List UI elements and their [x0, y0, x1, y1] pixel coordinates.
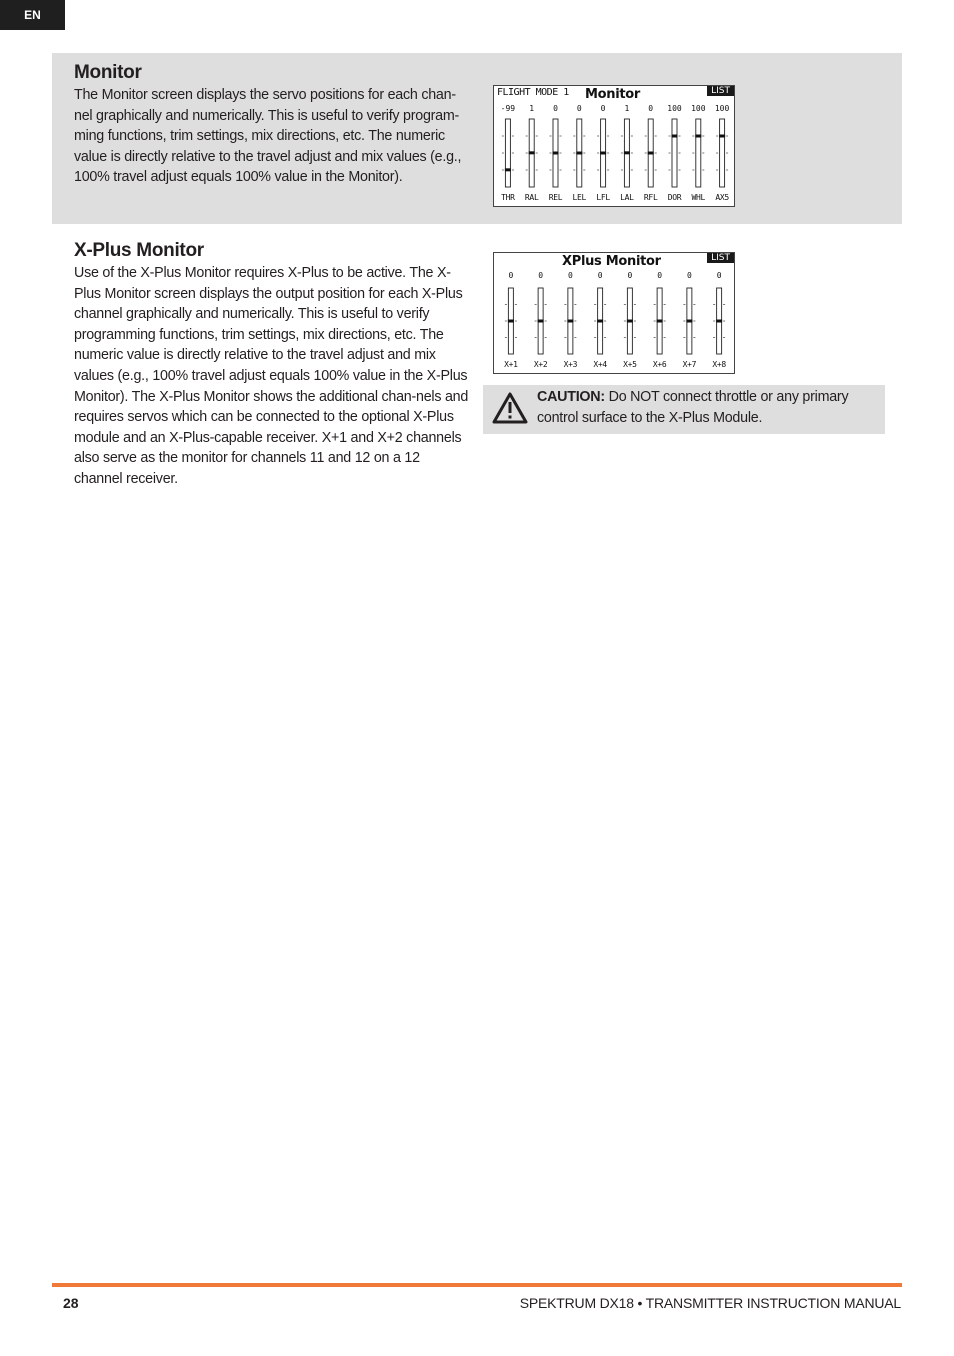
channel-label: X+6 — [652, 360, 667, 369]
page-number: 28 — [63, 1295, 79, 1311]
warning-triangle-icon — [492, 392, 528, 424]
channel-bar — [696, 119, 701, 187]
channel-value: 0 — [567, 271, 573, 280]
channel-value: 0 — [716, 271, 722, 280]
caution-label: CAUTION: — [537, 389, 605, 405]
caution-body: Do NOT connect throttle or any primary control surface to the X-Plus Module. — [537, 389, 849, 426]
channel-value: 1 — [624, 104, 630, 113]
position-marker — [627, 320, 633, 323]
position-marker — [508, 320, 514, 323]
channel-value: 0 — [508, 271, 514, 280]
language-tab: EN — [0, 0, 65, 30]
position-marker — [719, 135, 725, 138]
channel-label: LAL — [620, 193, 634, 202]
channel-label: WHL — [691, 193, 706, 202]
position-marker — [648, 152, 654, 155]
position-marker — [600, 152, 606, 155]
channel-value: 0 — [657, 271, 663, 280]
channel-label: RFL — [643, 193, 658, 202]
position-marker — [553, 152, 559, 155]
position-marker — [695, 135, 701, 138]
monitor-lcd-screen — [493, 85, 735, 207]
channel-label: X+7 — [682, 360, 697, 369]
channel-value: 0 — [538, 271, 544, 280]
xplus-monitor-heading: X-Plus Monitor — [74, 240, 204, 261]
caution-box — [483, 385, 885, 434]
position-marker — [529, 151, 535, 154]
manual-title: SPEKTRUM DX18 • TRANSMITTER INSTRUCTION MANUAL — [519, 1295, 901, 1311]
position-marker — [576, 152, 582, 155]
position-marker — [716, 320, 722, 323]
channel-value: 0 — [627, 271, 633, 280]
channel-value: -99 — [500, 104, 516, 113]
channel-bar — [505, 119, 510, 187]
channel-label: LFL — [596, 193, 610, 202]
xplus-lcd-screen — [493, 252, 735, 374]
channel-label: X+4 — [593, 360, 607, 369]
xplus-screen-title: XPlus Monitor — [562, 254, 661, 269]
channel-label: X+5 — [623, 360, 637, 369]
channel-value: 0 — [597, 271, 603, 280]
position-marker — [686, 320, 692, 323]
channel-value: 0 — [686, 271, 692, 280]
xplus-channel-bars — [494, 253, 734, 373]
list-badge: LIST — [707, 86, 734, 96]
channel-label: X+3 — [563, 360, 578, 369]
caution-message — [537, 387, 877, 428]
channel-value: 0 — [600, 104, 606, 113]
position-marker — [538, 320, 544, 323]
monitor-heading: Monitor — [74, 62, 142, 83]
channel-value: 0 — [576, 104, 582, 113]
channel-label: DOR — [667, 193, 682, 202]
channel-label: X+1 — [504, 360, 518, 369]
monitor-channel-bars — [494, 86, 734, 206]
xplus-monitor-description: Use of the X-Plus Monitor requires X-Plus to be active. The X-Plus Monitor screen displays the output position for each X-Plus channel graphically and numerically. This is useful to verify programming functions, trim settings, mix directions, etc. The numeric value is directly relative to the travel adjust and mix values (e.g., 100% travel adjust equals 100% value in the X-Plus Monitor). The X-Plus Monitor shows the additional chan-nels and requires servos which can be connected to the optional X-Plus module and an X-Plus-capable receiver. X+1 and X+2 channels also serve as the monitor for channels 11 and 12 on a 12 channel receiver. — [74, 265, 469, 487]
channel-label: REL — [548, 193, 563, 202]
channel-value: 100 — [667, 104, 682, 113]
list-badge: LIST — [707, 253, 734, 263]
channel-label: X+2 — [533, 360, 548, 369]
channel-bar — [720, 119, 725, 187]
channel-value: 100 — [691, 104, 706, 113]
position-marker — [505, 168, 511, 171]
position-marker — [624, 151, 630, 154]
channel-label: AX5 — [715, 193, 729, 202]
channel-value: 100 — [714, 104, 730, 113]
channel-label: LEL — [572, 193, 587, 202]
channel-label: RAL — [524, 193, 539, 202]
channel-label: THR — [501, 193, 515, 202]
position-marker — [657, 320, 663, 323]
channel-label: X+8 — [712, 360, 726, 369]
monitor-description: The Monitor screen displays the servo positions for each chan-nel graphically and numerically. This is useful to verify program-ming functions, trim settings, mix directions, etc. The numeric value is directly relative to the travel adjust and mix values (e.g., 100% travel adjust equals 100% value in the Monitor). — [74, 87, 462, 186]
position-marker — [672, 135, 678, 138]
channel-value: 1 — [529, 104, 535, 113]
channel-bar — [672, 119, 677, 187]
monitor-screen-title: Monitor — [585, 87, 641, 102]
position-marker — [597, 320, 603, 323]
channel-value: 0 — [648, 104, 654, 113]
channel-value: 0 — [553, 104, 558, 113]
flight-mode-label: FLIGHT MODE 1 — [497, 87, 569, 98]
position-marker — [567, 320, 573, 323]
footer-rule — [52, 1283, 902, 1287]
